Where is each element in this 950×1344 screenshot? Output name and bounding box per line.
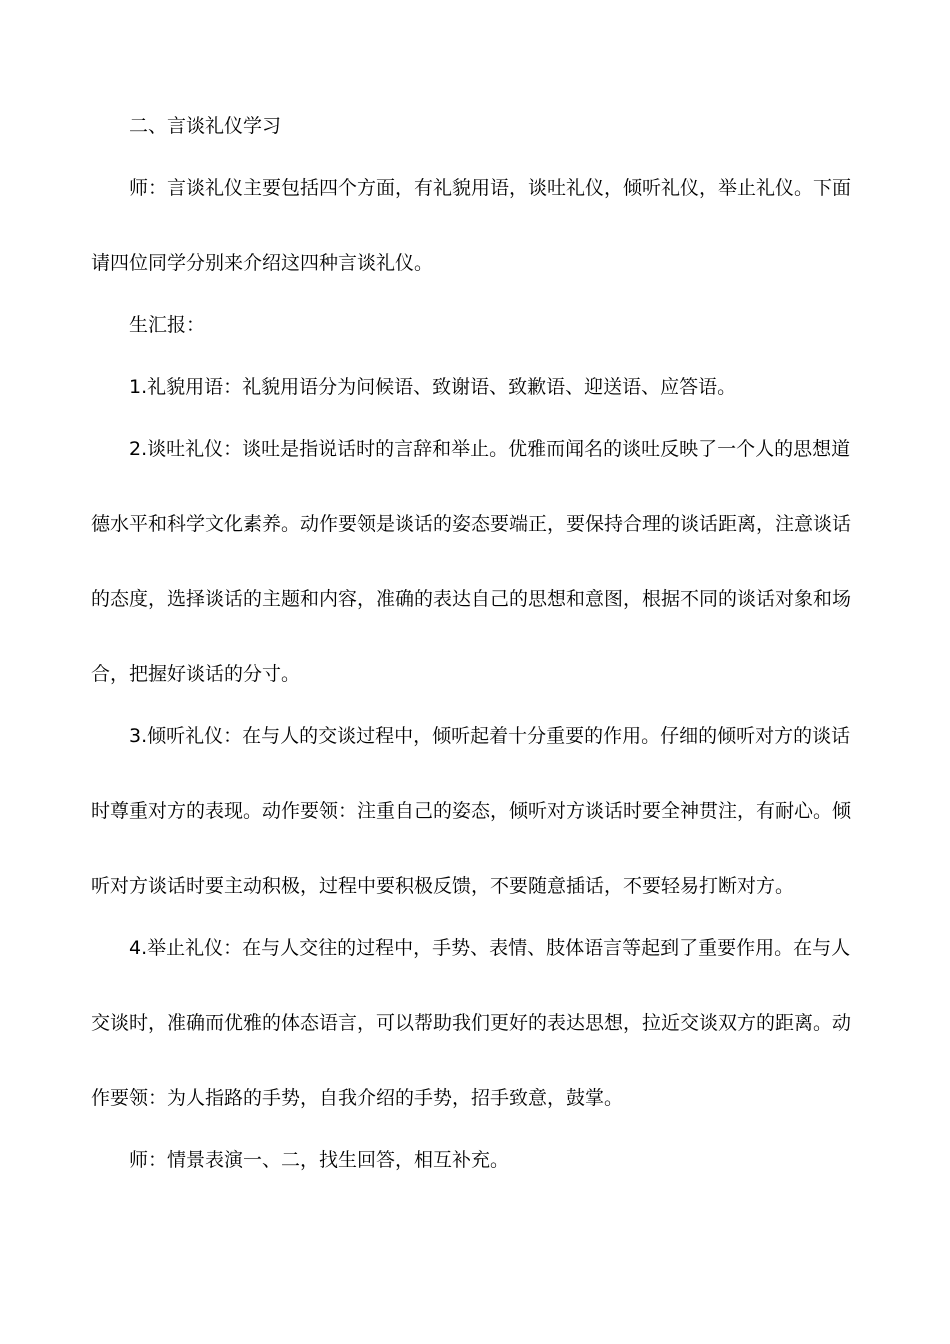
item-manner-line-2: 交谈时，准确而优雅的体态语言，可以帮助我们更好的表达思想，拉近交谈双方的距离。动 <box>91 1012 852 1034</box>
item-manner-line-3: 作要领：为人指路的手势，自我介绍的手势，招手致意，鼓掌。 <box>91 1087 624 1109</box>
teacher-intro-line-2: 请四位同学分别来介绍这四种言谈礼仪。 <box>91 252 434 274</box>
teacher-closing-line: 师：情景表演一、二，找生回答，相互补充。 <box>129 1149 510 1171</box>
item-listening-line-1: 3.倾听礼仪：在与人的交谈过程中，倾听起着十分重要的作用。仔细的倾听对方的谈话 <box>129 725 851 747</box>
item-listening-line-2: 时尊重对方的表现。动作要领：注重自己的姿态，倾听对方谈话时要全神贯注，有耐心。倾 <box>91 800 852 822</box>
item-conversation-line-2: 德水平和科学文化素养。动作要领是谈话的姿态要端正，要保持合理的谈话距离，注意谈话 <box>91 513 852 535</box>
item-polite-language: 1.礼貌用语：礼貌用语分为问候语、致谢语、致歉语、迎送语、应答语。 <box>129 376 737 398</box>
item-conversation-line-3: 的态度，选择谈话的主题和内容，准确的表达自己的思想和意图，根据不同的谈话对象和场 <box>91 588 852 610</box>
teacher-intro-line-1: 师：言谈礼仪主要包括四个方面，有礼貌用语，谈吐礼仪，倾听礼仪，举止礼仪。下面 <box>129 177 852 199</box>
section-heading: 二、言谈礼仪学习 <box>129 115 282 137</box>
item-conversation-line-1: 2.谈吐礼仪：谈吐是指说话时的言辞和举止。优雅而闻名的谈吐反映了一个人的思想道 <box>129 438 851 460</box>
item-manner-line-1: 4.举止礼仪：在与人交往的过程中，手势、表情、肢体语言等起到了重要作用。在与人 <box>129 937 851 959</box>
item-conversation-line-4: 合，把握好谈话的分寸。 <box>91 663 301 685</box>
student-report-label: 生汇报： <box>129 314 206 336</box>
item-listening-line-3: 听对方谈话时要主动积极，过程中要积极反馈，不要随意插话，不要轻易打断对方。 <box>91 875 795 897</box>
